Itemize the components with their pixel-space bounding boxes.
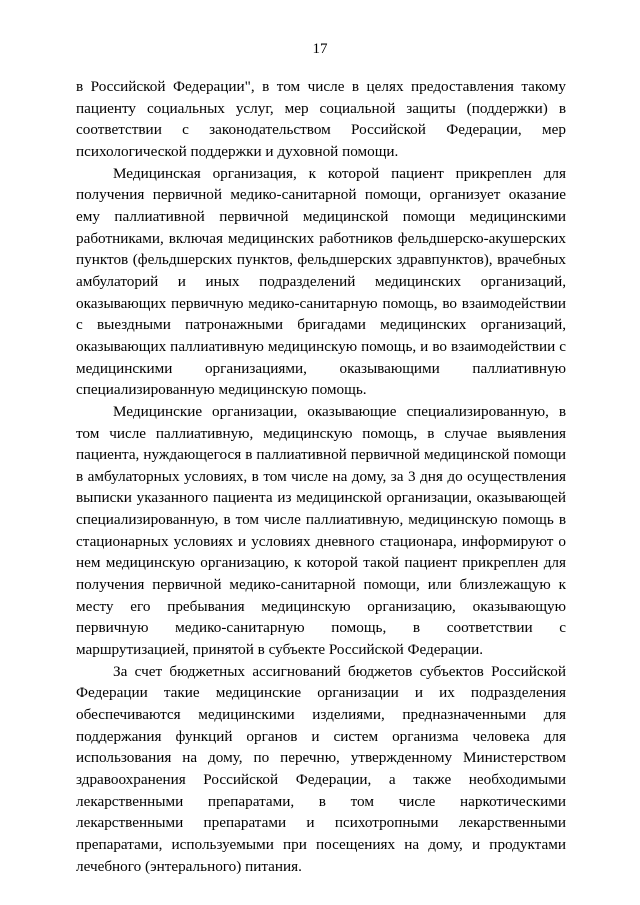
paragraph-budget-funding: За счет бюджетных ассигнований бюджетов субъектов Российской Федерации такие медицинские организации и их подразделения обеспечиваются медицинскими изделиями, предназначенными для поддержания функций органов и систем организма человека для использования на дому, по перечню, утвержденному Министерством здравоохранения Российской Федерации, а также необходимыми лекарственными препаратами, в том числе наркотическими лекарственными препаратами и психотропными лекарственными препаратами, используемыми при посещениях на дому, и продуктами лечебного (энтерального) питания.: [76, 662, 566, 875]
paragraph-specialized-organizations: Медицинские организации, оказывающие специализированную, в том числе паллиативную, медицинскую помощь, в случае выявления пациента, нуждающегося в паллиативной первичной медицинской помощи в амбулаторных условиях, в том числе на дому, за 3 дня до осуществления выписки указанного пациента из медицинской организации, оказывающей специализированную, в том числе паллиативную, медицинскую помощь в стационарных условиях и условиях дневного стационара, информируют о нем медицинскую организацию, к которой такой пациент прикреплен для получения первичной медико-санитарной помощи, или близлежащую к месту его пребывания медицинскую организацию, оказывающую первичную медико-санитарную помощь, в соответствии с маршрутизацией, принятой в субъекте Российской Федерации.: [76, 402, 566, 659]
document-body: [76, 76, 566, 877]
page-number: 17: [312, 41, 328, 57]
paragraph-continuation: в Российской Федерации", в том числе в целях предоставления такому пациенту социальных услуг, мер социальной защиты (поддержки) в соответствии с законодательством Российской Федерации, мер психологической поддержки и духовной помощи.: [76, 78, 566, 160]
paragraph-primary-care-organization: Медицинская организация, к которой пациент прикреплен для получения первичной медико-санитарной помощи, организует оказание ему паллиативной первичной медицинской помощи медицинскими работниками, включая медицинских работников фельдшерско-акушерских пунктов (фельдшерских пунктов, фельдшерских здравпунктов), врачебных амбулаторий и иных подразделений медицинских организаций, оказывающих первичную медико-санитарную помощь, во взаимодействии с выездными патронажными бригадами медицинских организаций, оказывающих паллиативную медицинскую помощь, и во взаимодействии с медицинскими организациями, оказывающими паллиативную специализированную медицинскую помощь.: [76, 164, 566, 399]
